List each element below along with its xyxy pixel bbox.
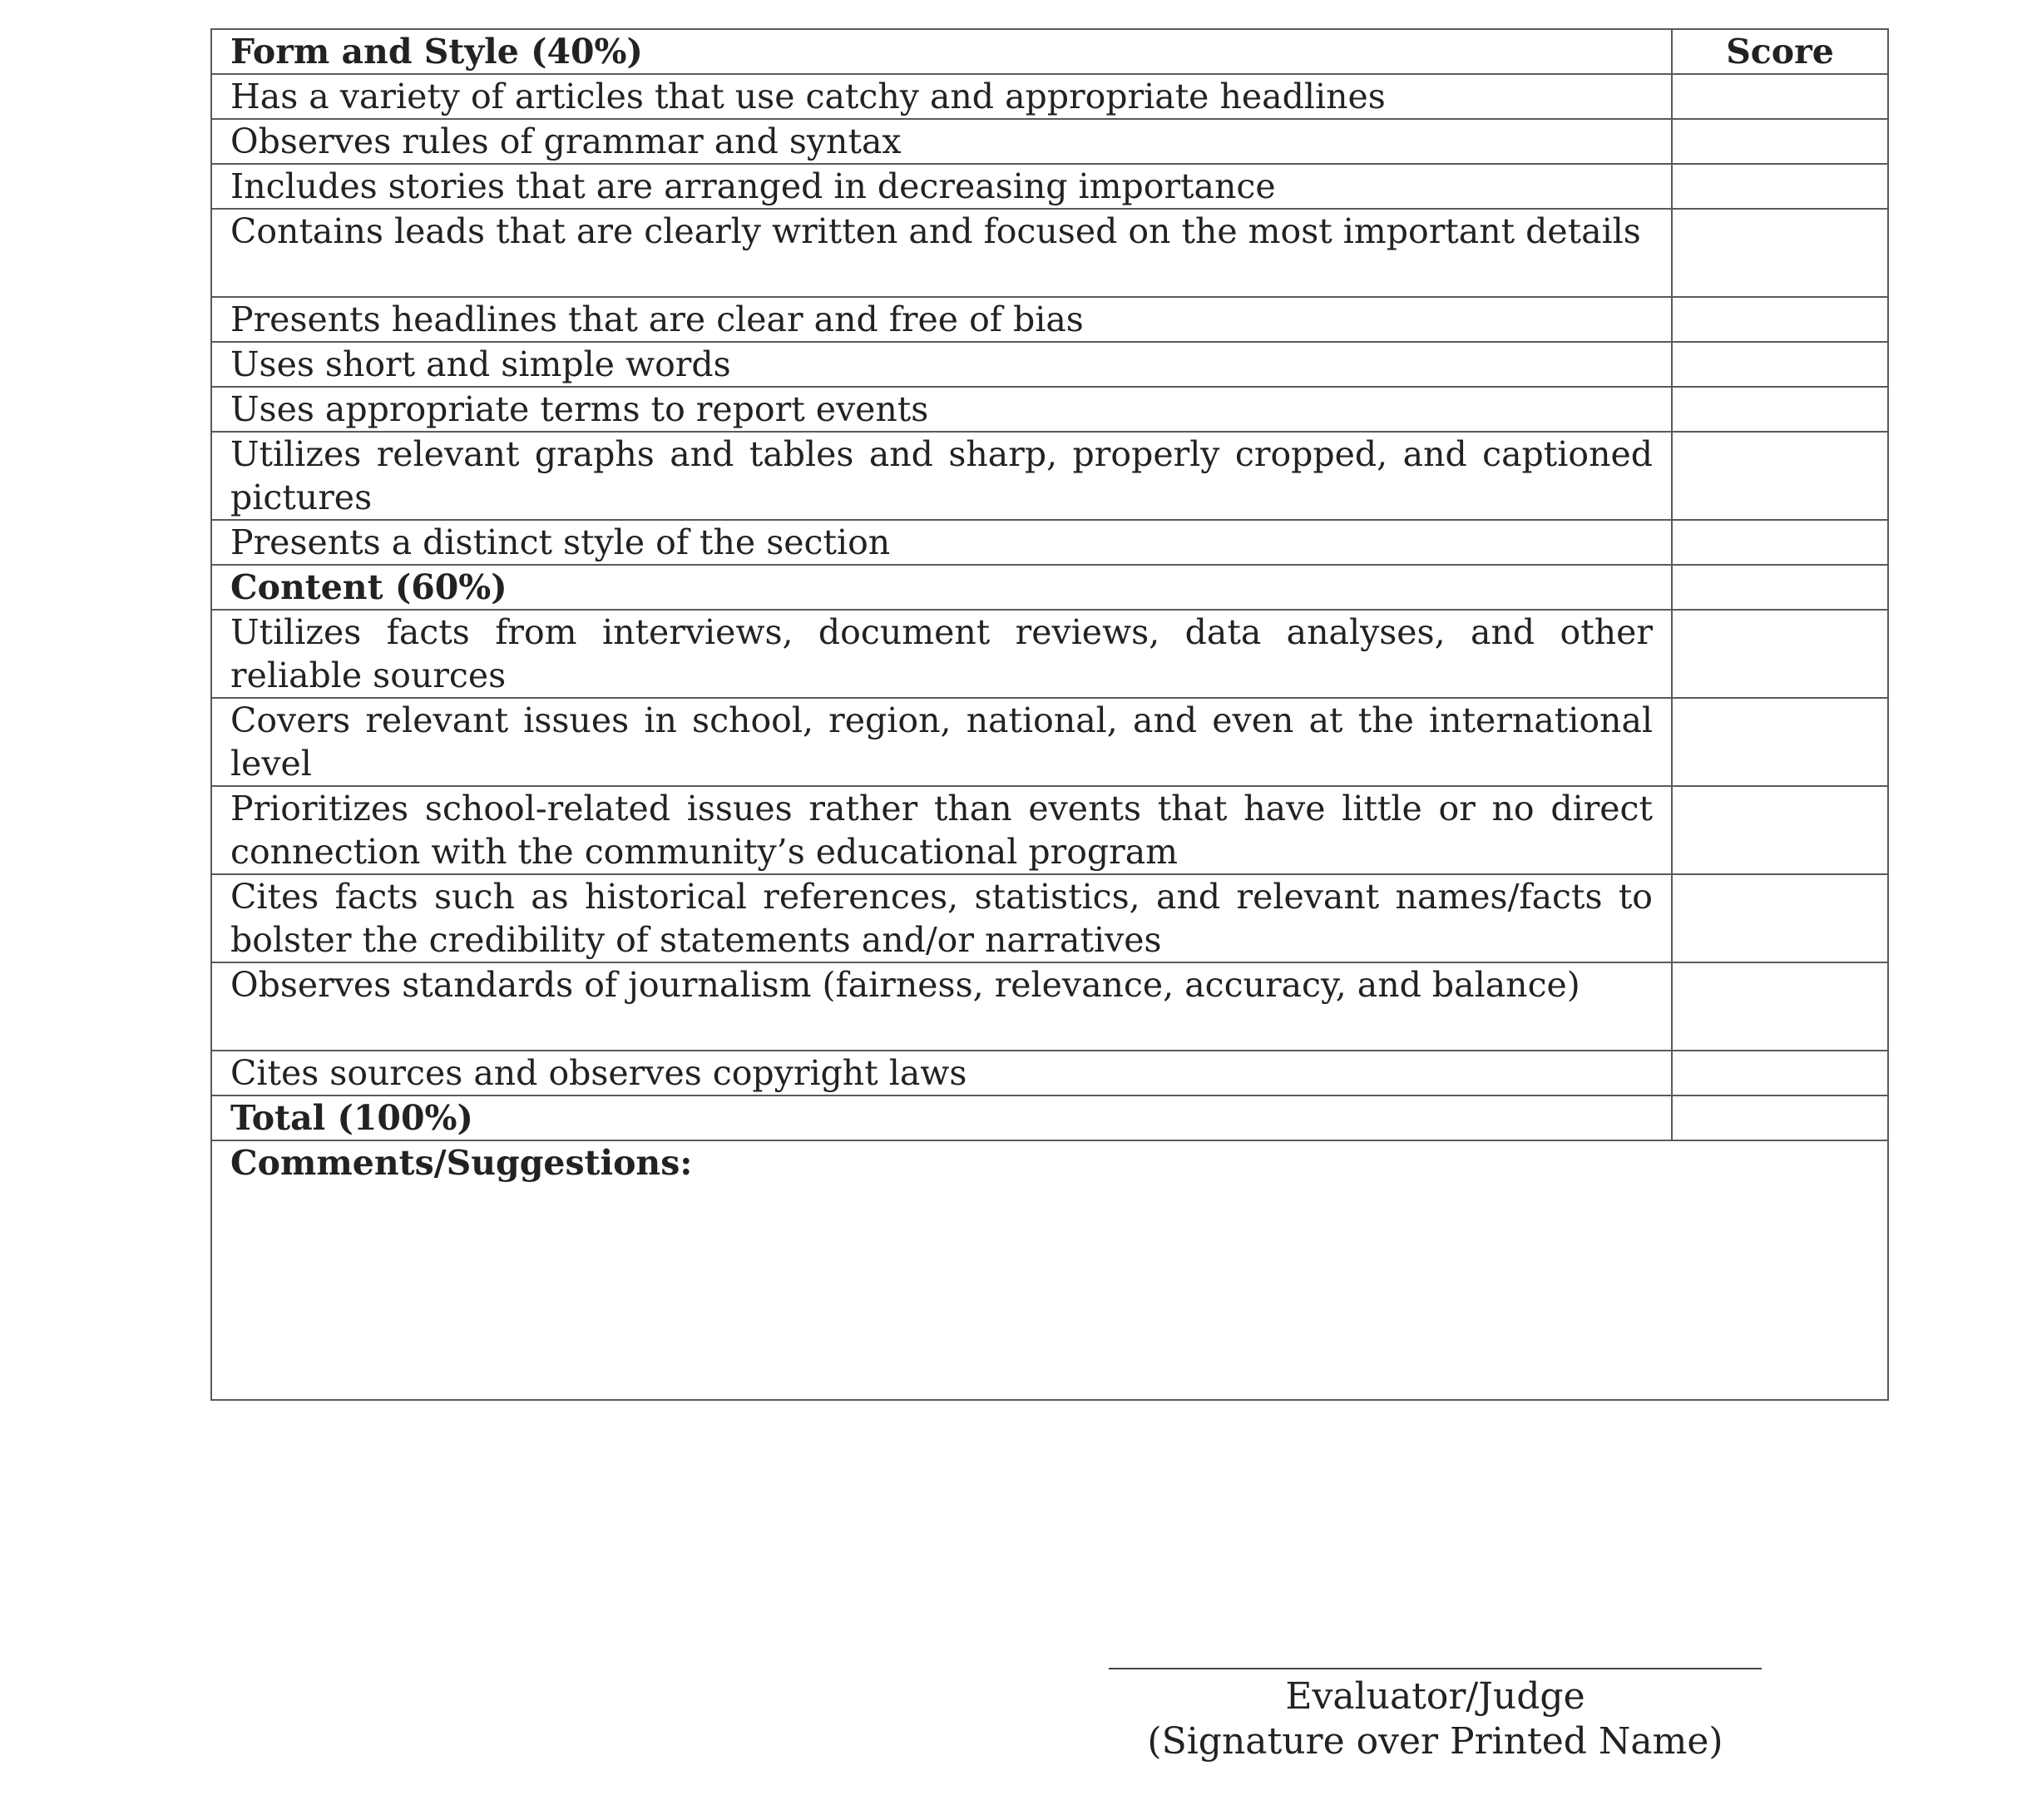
- criterion-label: Includes stories that are arranged in decreasing importance: [211, 164, 1672, 209]
- section-title-content: Content (60%): [211, 565, 1672, 610]
- criterion-label: Prioritizes school-related issues rather than events that have little or no direct connection with the community’s educational program: [211, 786, 1672, 874]
- table-row: [211, 209, 1888, 297]
- table-row: [211, 698, 1888, 786]
- criterion-label: Cites facts such as historical references, statistics, and relevant names/facts to bolster the credibility of statements and/or narratives: [211, 874, 1672, 962]
- table-row: [211, 119, 1888, 164]
- total-score-cell[interactable]: [1672, 1095, 1888, 1140]
- score-cell[interactable]: [1672, 387, 1888, 432]
- criterion-label: Covers relevant issues in school, region, national, and even at the international level: [211, 698, 1672, 786]
- score-cell[interactable]: [1672, 209, 1888, 297]
- table-row: [211, 297, 1888, 342]
- criterion-label: Observes rules of grammar and syntax: [211, 119, 1672, 164]
- score-cell[interactable]: [1672, 119, 1888, 164]
- score-cell[interactable]: [1672, 520, 1888, 565]
- table-row: [211, 164, 1888, 209]
- criterion-label: Presents headlines that are clear and free of bias: [211, 297, 1672, 342]
- signature-note: (Signature over Printed Name): [1147, 1720, 1723, 1763]
- score-cell[interactable]: [1672, 342, 1888, 387]
- score-cell[interactable]: [1672, 698, 1888, 786]
- criterion-label: Uses short and simple words: [211, 342, 1672, 387]
- criterion-label: Has a variety of articles that use catchy and appropriate headlines: [211, 74, 1672, 119]
- score-cell[interactable]: [1672, 610, 1888, 698]
- total-label: Total (100%): [211, 1095, 1672, 1140]
- criterion-label: Cites sources and observes copyright laws: [211, 1051, 1672, 1095]
- score-cell[interactable]: [1672, 1051, 1888, 1095]
- signature-role: Evaluator/Judge: [1285, 1675, 1585, 1718]
- score-cell[interactable]: [1672, 164, 1888, 209]
- score-cell[interactable]: [1672, 786, 1888, 874]
- section-header-row: [211, 29, 1888, 74]
- section-title-form-style: Form and Style (40%): [211, 29, 1672, 74]
- table-row: [211, 520, 1888, 565]
- signature-block: [1109, 1668, 1762, 1764]
- signature-line[interactable]: [1109, 1668, 1762, 1669]
- table-row: [211, 342, 1888, 387]
- score-cell[interactable]: [1672, 432, 1888, 520]
- comments-suggestions-box[interactable]: [211, 1140, 1888, 1400]
- table-row: [211, 610, 1888, 698]
- criterion-label: Contains leads that are clearly written and focused on the most important details: [211, 209, 1672, 297]
- criterion-label: Presents a distinct style of the section: [211, 520, 1672, 565]
- criterion-label: Utilizes relevant graphs and tables and sharp, properly cropped, and captioned pictures: [211, 432, 1672, 520]
- criterion-label: Observes standards of journalism (fairness, relevance, accuracy, and balance): [211, 962, 1672, 1051]
- score-cell[interactable]: [1672, 74, 1888, 119]
- criterion-label: Utilizes facts from interviews, document reviews, data analyses, and other reliable sources: [211, 610, 1672, 698]
- score-cell[interactable]: [1672, 874, 1888, 962]
- table-row: [211, 874, 1888, 962]
- section-header-row: [211, 565, 1888, 610]
- score-cell[interactable]: [1672, 962, 1888, 1051]
- score-cell: [1672, 565, 1888, 610]
- criterion-label: Uses appropriate terms to report events: [211, 387, 1672, 432]
- total-row: [211, 1095, 1888, 1140]
- table-row: [211, 1051, 1888, 1095]
- table-row: [211, 387, 1888, 432]
- comments-row: [211, 1140, 1888, 1400]
- score-column-header: Score: [1672, 29, 1888, 74]
- table-row: [211, 962, 1888, 1051]
- score-cell[interactable]: [1672, 297, 1888, 342]
- table-row: [211, 432, 1888, 520]
- comments-label: Comments/Suggestions:: [230, 1143, 693, 1183]
- table-row: [211, 786, 1888, 874]
- table-row: [211, 74, 1888, 119]
- rubric-table: [210, 28, 1889, 1401]
